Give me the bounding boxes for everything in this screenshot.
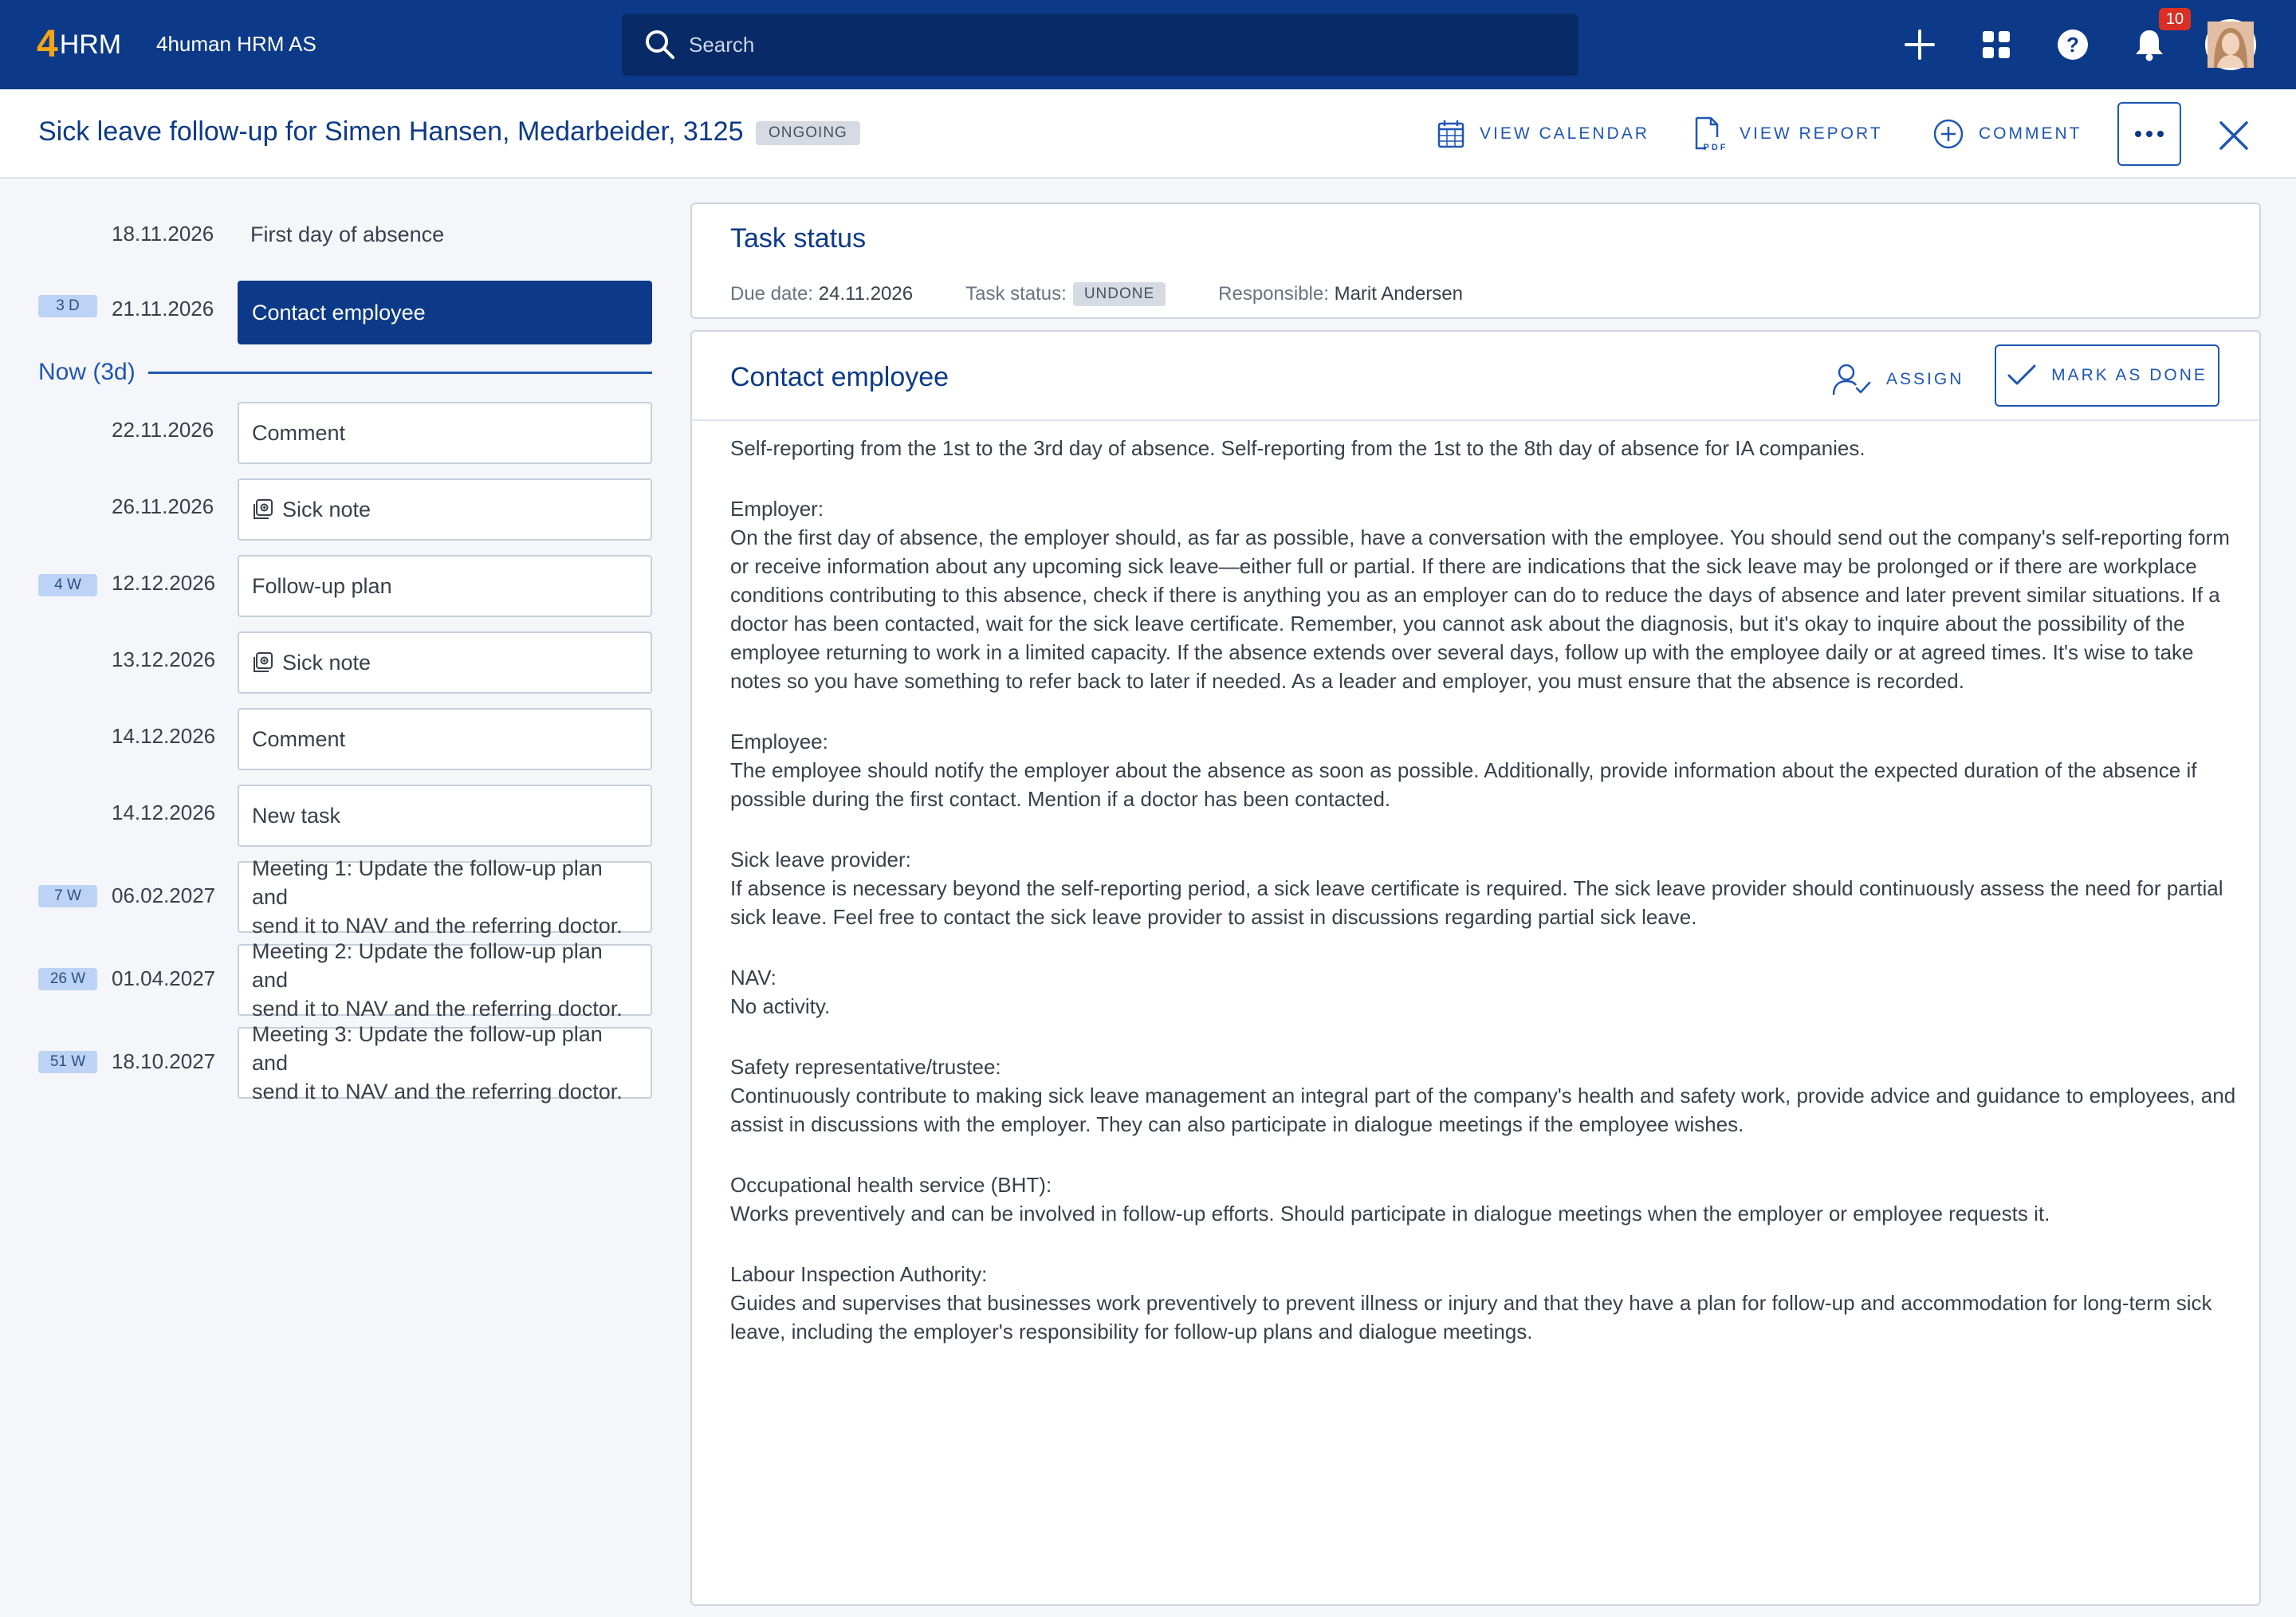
- mark-as-done-button[interactable]: [1995, 344, 2219, 407]
- task-description: [730, 434, 2245, 1378]
- now-marker-label: Now (3d): [38, 359, 136, 385]
- timeline-task-card[interactable]: [238, 555, 652, 617]
- timeline-task-card[interactable]: [238, 939, 652, 1021]
- apps-grid-icon: [1981, 30, 2011, 60]
- timeline-task-card[interactable]: [238, 708, 652, 770]
- more-dot-icon: [2146, 131, 2152, 137]
- due-date-label: Due date:: [730, 283, 814, 305]
- more-dot-icon: [2157, 131, 2164, 137]
- timeline-task-label: Sick note: [282, 498, 372, 521]
- responsible: [1218, 283, 1463, 305]
- paragraph-heading: NAV:: [730, 966, 776, 989]
- apps-button[interactable]: [1976, 24, 2017, 65]
- sick-note-icon: [252, 498, 274, 521]
- timeline-task-label: Comment: [252, 421, 346, 445]
- description-paragraph: [730, 434, 2245, 462]
- add-circle-icon: [1932, 118, 1964, 150]
- due-date: [730, 283, 913, 305]
- timeline-event: [238, 217, 652, 252]
- timeline-date: 18.11.2026: [112, 222, 214, 246]
- search-icon: [643, 27, 678, 62]
- user-portrait-icon: [2208, 22, 2254, 68]
- timeline-task-card[interactable]: [238, 1022, 652, 1104]
- task-status-panel: [690, 203, 2261, 319]
- view-report-button[interactable]: [1693, 116, 1883, 151]
- timeline-task-label-line2: send it to NAV and the referring doctor.: [252, 914, 623, 938]
- view-calendar-button[interactable]: [1437, 116, 1649, 151]
- timeline-date: 18.10.2027: [112, 1049, 216, 1073]
- task-status: [965, 282, 1166, 306]
- task-status-meta: [730, 282, 1516, 306]
- elapsed-time-badge: 3 D: [38, 295, 97, 317]
- timeline-task-card[interactable]: [238, 785, 652, 847]
- timeline-task-card[interactable]: [238, 478, 652, 541]
- add-button[interactable]: [1899, 24, 1940, 65]
- paragraph-heading: Employer:: [730, 497, 824, 521]
- timeline-task-label-line1: Meeting 2: Update the follow-up plan and: [252, 939, 603, 992]
- task-detail-panel: [690, 330, 2261, 1606]
- notification-count-badge: 10: [2159, 8, 2191, 30]
- paragraph-text: Guides and supervises that businesses work preventively to prevent illness or injury and that they have a plan for follow-up and accommodation for long-term sick leave, including the employer's responsibility for follow-up plans and dialogue meetings.: [730, 1291, 2212, 1344]
- responsible-value: Marit Andersen: [1334, 283, 1463, 305]
- description-paragraph: [730, 1052, 2245, 1139]
- elapsed-time-badge: 51 W: [38, 1051, 97, 1073]
- timeline-task-label-line1: Meeting 1: Update the follow-up plan and: [252, 856, 603, 909]
- checkmark-icon: [2007, 364, 2037, 388]
- svg-text:PDF: PDF: [1703, 143, 1728, 152]
- assign-user-icon: [1832, 363, 1872, 396]
- paragraph-heading: Occupational health service (BHT):: [730, 1173, 1052, 1197]
- user-avatar[interactable]: [2205, 19, 2256, 70]
- paragraph-heading: Safety representative/trustee:: [730, 1055, 1001, 1079]
- comment-label: COMMENT: [1979, 124, 2082, 143]
- logo-number: 4: [37, 23, 58, 65]
- calendar-icon: [1437, 119, 1465, 149]
- timeline-task-label: Follow-up plan: [252, 574, 392, 598]
- task-title: Contact employee: [730, 362, 949, 392]
- elapsed-time-badge: 4 W: [38, 574, 97, 596]
- paragraph-heading: Labour Inspection Authority:: [730, 1262, 988, 1286]
- top-navigation-bar: [0, 0, 2296, 89]
- panel-divider: [692, 419, 2259, 421]
- page-header: [0, 89, 2296, 179]
- task-status-label: Task status:: [965, 283, 1067, 305]
- description-paragraph: [730, 963, 2245, 1021]
- mark-as-done-label: MARK AS DONE: [2051, 366, 2208, 384]
- timeline-date: 12.12.2026: [112, 571, 216, 595]
- description-paragraph: [730, 727, 2245, 813]
- view-report-label: VIEW REPORT: [1740, 124, 1883, 143]
- comment-button[interactable]: [1932, 116, 2082, 151]
- assign-label: ASSIGN: [1886, 370, 1964, 388]
- paragraph-text: Self-reporting from the 1st to the 3rd day of absence. Self-reporting from the 1st to the 8th day of absence for IA companies.: [730, 436, 1866, 460]
- follow-up-timeline: [0, 180, 686, 1617]
- timeline-date: 21.11.2026: [112, 297, 214, 321]
- timeline-date: 06.02.2027: [112, 883, 216, 907]
- description-paragraph: [730, 494, 2245, 695]
- timeline-date: 22.11.2026: [112, 418, 214, 442]
- timeline-task-label: Comment: [252, 727, 346, 751]
- search-input[interactable]: [689, 33, 1486, 57]
- due-date-value: 24.11.2026: [818, 283, 914, 305]
- timeline-task-card-active[interactable]: [238, 281, 652, 344]
- timeline-date: 14.12.2026: [112, 724, 216, 748]
- view-calendar-label: VIEW CALENDAR: [1480, 124, 1649, 143]
- responsible-label: Responsible:: [1218, 283, 1329, 305]
- company-name[interactable]: 4human HRM AS: [156, 32, 316, 56]
- timeline-task-label: Contact employee: [252, 301, 426, 325]
- elapsed-time-badge: 7 W: [38, 885, 97, 907]
- now-marker-line: [148, 372, 652, 374]
- assign-button[interactable]: [1832, 360, 1964, 399]
- elapsed-time-badge: 26 W: [38, 968, 97, 990]
- help-button[interactable]: [2052, 24, 2094, 65]
- paragraph-text: The employee should notify the employer about the absence as soon as possible. Additionally, provide information about the expected duration of the absence if possible during the first contact. Mention if a doctor has been contacted.: [730, 758, 2197, 811]
- paragraph-text: On the first day of absence, the employer should, as far as possible, have a conversation with the employee. You should send out the company's self-reporting form or receive information about any upcoming sick leave—either full or partial. If there are indications that the sick leave may be prolonged or if there are workplace conditions contributing to this absence, check if there is anything you as an employer can do to reduce the days of absence and later prevent similar situations. If a doctor has been contacted, wait for the sick leave certificate. Remember, you cannot ask about the diagnosis, but it's okay to inquire about the possibility of the employee returning to work in a limited capacity. If the absence extends over several days, follow up with the employee daily or at agreed times. It's wise to take notes so you have something to refer back to later if needed. As a leader and employer, you must ensure that the absence is recorded.: [730, 525, 2230, 693]
- sick-note-icon: [252, 651, 274, 674]
- app-logo[interactable]: [37, 24, 121, 65]
- description-paragraph: [730, 1170, 2245, 1228]
- paragraph-text: Works preventively and can be involved in follow-up efforts. Should participate in dialogue meetings when the employer or employee requests it.: [730, 1202, 2050, 1226]
- more-options-button[interactable]: [2117, 102, 2181, 166]
- pdf-file-icon: [1693, 116, 1728, 152]
- page-title: Sick leave follow-up for Simen Hansen, Medarbeider, 3125: [38, 116, 744, 147]
- search-bar[interactable]: [622, 14, 1578, 76]
- paragraph-text: Continuously contribute to making sick leave management an integral part of the company's health and safety work, provide advice and guidance to employees, and assist in discussions with the employer. They can also participate in dialogue meetings if the employee wishes.: [730, 1084, 2236, 1136]
- paragraph-heading: Employee:: [730, 730, 828, 753]
- timeline-date: 26.11.2026: [112, 494, 214, 518]
- status-badge: ONGOING: [756, 121, 860, 145]
- paragraph-text: No activity.: [730, 994, 831, 1018]
- timeline-date: 13.12.2026: [112, 647, 216, 671]
- logo-text: HRM: [59, 29, 122, 60]
- timeline-task-label-line2: send it to NAV and the referring doctor.: [252, 997, 623, 1021]
- task-status-badge: UNDONE: [1073, 282, 1166, 306]
- help-icon: [2056, 28, 2090, 61]
- timeline-task-label: New task: [252, 804, 341, 828]
- paragraph-text: If absence is necessary beyond the self-reporting period, a sick leave certificate is required. The sick leave provider should continuously assess the need for partial sick leave. Feel free to contact the sick leave provider to assist in discussions regarding partial sick leave.: [730, 876, 2223, 929]
- bell-icon: [2133, 28, 2165, 61]
- timeline-task-card[interactable]: [238, 856, 652, 938]
- close-icon[interactable]: [2216, 118, 2251, 153]
- timeline-task-label: Sick note: [282, 651, 372, 675]
- task-status-title: Task status: [730, 223, 867, 254]
- timeline-task-card[interactable]: [238, 402, 652, 464]
- more-dot-icon: [2135, 131, 2141, 137]
- description-paragraph: [730, 1260, 2245, 1346]
- timeline-date: 01.04.2027: [112, 966, 216, 990]
- paragraph-heading: Sick leave provider:: [730, 848, 911, 871]
- svg-text:?: ?: [2066, 33, 2079, 57]
- timeline-date: 14.12.2026: [112, 801, 216, 824]
- timeline-task-label-line1: Meeting 3: Update the follow-up plan and: [252, 1022, 603, 1075]
- timeline-task-label-line2: send it to NAV and the referring doctor.: [252, 1080, 623, 1104]
- plus-icon: [1903, 28, 1936, 61]
- description-paragraph: [730, 845, 2245, 931]
- timeline-event-label: First day of absence: [250, 222, 445, 246]
- timeline-task-card[interactable]: [238, 631, 652, 694]
